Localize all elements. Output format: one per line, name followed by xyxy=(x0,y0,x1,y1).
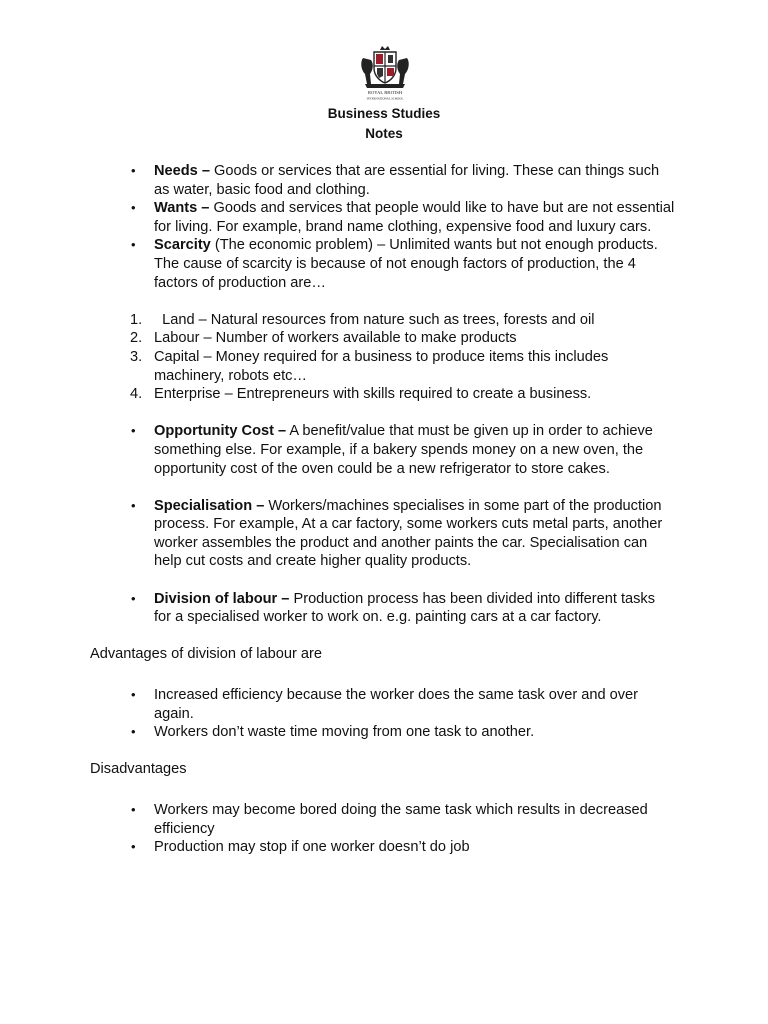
definition-text: Production process has been divided into different tasks for a specialised worker to work on. e.g. painting cars at a car factory. xyxy=(154,590,656,626)
spacer xyxy=(0,292,768,311)
list-number: 3. xyxy=(130,348,143,365)
term-division-of-labour: Division of labour – xyxy=(154,590,290,607)
definition-text: A benefit/value that must be given up in order to achieve something else. For example, if a bakery spends money on a new oven, the opportunity cost of the oven could be a new refrigerator to store cakes. xyxy=(154,423,653,477)
list-item xyxy=(154,497,676,571)
list-item xyxy=(154,422,676,478)
spacer xyxy=(0,779,768,801)
crest-text-line2: INTERNATIONAL SCHOOL xyxy=(366,96,404,101)
specialisation-list xyxy=(0,497,768,571)
term-opportunity-cost: Opportunity Cost – xyxy=(154,423,287,440)
spacer xyxy=(0,742,768,761)
list-item: • Workers may become bored doing the same task which results in decreased efficiency xyxy=(154,801,676,838)
factor-text: Land – Natural resources from nature such as trees, forests and oil xyxy=(154,311,595,328)
spacer xyxy=(0,627,768,646)
list-item xyxy=(130,385,676,404)
list-number: 1. xyxy=(130,311,143,328)
definition-text: (The economic problem) – Unlimited wants but not enough products. The cause of scarcity is because of not enough factors of production, the 4 factors of production are… xyxy=(154,237,658,291)
definition-text: Workers/machines specialises in some part of the production process. For example, At a car factory, some workers cuts metal parts, another worker assembles the product and another paints the car. Specialisation can help cut costs and create higher quality products. xyxy=(154,497,663,570)
royal-crest-icon xyxy=(357,44,413,102)
factor-text: Capital – Money required for a business to produce items this includes machinery, robots etc… xyxy=(154,348,609,384)
list-item: • Workers don’t waste time moving from one task to another. xyxy=(154,723,676,742)
term-specialisation: Specialisation – xyxy=(154,497,265,514)
document-header xyxy=(0,104,768,144)
list-item xyxy=(154,199,676,236)
list-item xyxy=(130,311,676,330)
list-item: • Production may stop if one worker doesn’t do job xyxy=(154,838,676,857)
list-item: • Increased efficiency because the worker does the same task over and over again. xyxy=(154,686,676,723)
list-number: 2. xyxy=(130,330,143,347)
term-scarcity: Scarcity xyxy=(154,237,211,254)
definition-text: Goods and services that people would like to have but are not essential for living. For example, brand name clothing, expensive food and luxury cars. xyxy=(154,200,675,235)
factor-text: Enterprise – Entrepreneurs with skills required to create a business. xyxy=(154,386,592,403)
factors-of-production-list xyxy=(0,311,768,404)
term-needs: Needs – xyxy=(154,163,210,179)
advantages-heading: Advantages of division of labour are xyxy=(90,646,323,663)
advantages-list xyxy=(0,686,768,742)
document-subtitle: Notes xyxy=(365,126,403,141)
list-item xyxy=(154,236,676,292)
definitions-list xyxy=(0,162,768,292)
list-item xyxy=(154,590,676,627)
list-item xyxy=(130,348,676,385)
list-item xyxy=(130,329,676,348)
factor-text: Labour – Number of workers available to make products xyxy=(154,330,517,347)
spacer xyxy=(0,478,768,497)
spacer xyxy=(0,664,768,686)
disadvantages-heading: Disadvantages xyxy=(90,761,187,778)
disadvantages-list xyxy=(0,801,768,857)
definition-text: Goods or services that are essential for living. These can things such as water, basic food and clothing. xyxy=(154,163,660,198)
term-wants: Wants – xyxy=(154,200,210,217)
spacer xyxy=(0,571,768,590)
list-number: 4. xyxy=(130,386,143,403)
division-of-labour-list xyxy=(0,590,768,627)
document-body xyxy=(0,162,768,857)
crest-text-line1: ROYAL BRITISH xyxy=(367,90,403,95)
opportunity-cost-list xyxy=(0,422,768,478)
list-item xyxy=(154,162,676,199)
spacer xyxy=(0,404,768,423)
document-title: Business Studies xyxy=(327,106,441,121)
